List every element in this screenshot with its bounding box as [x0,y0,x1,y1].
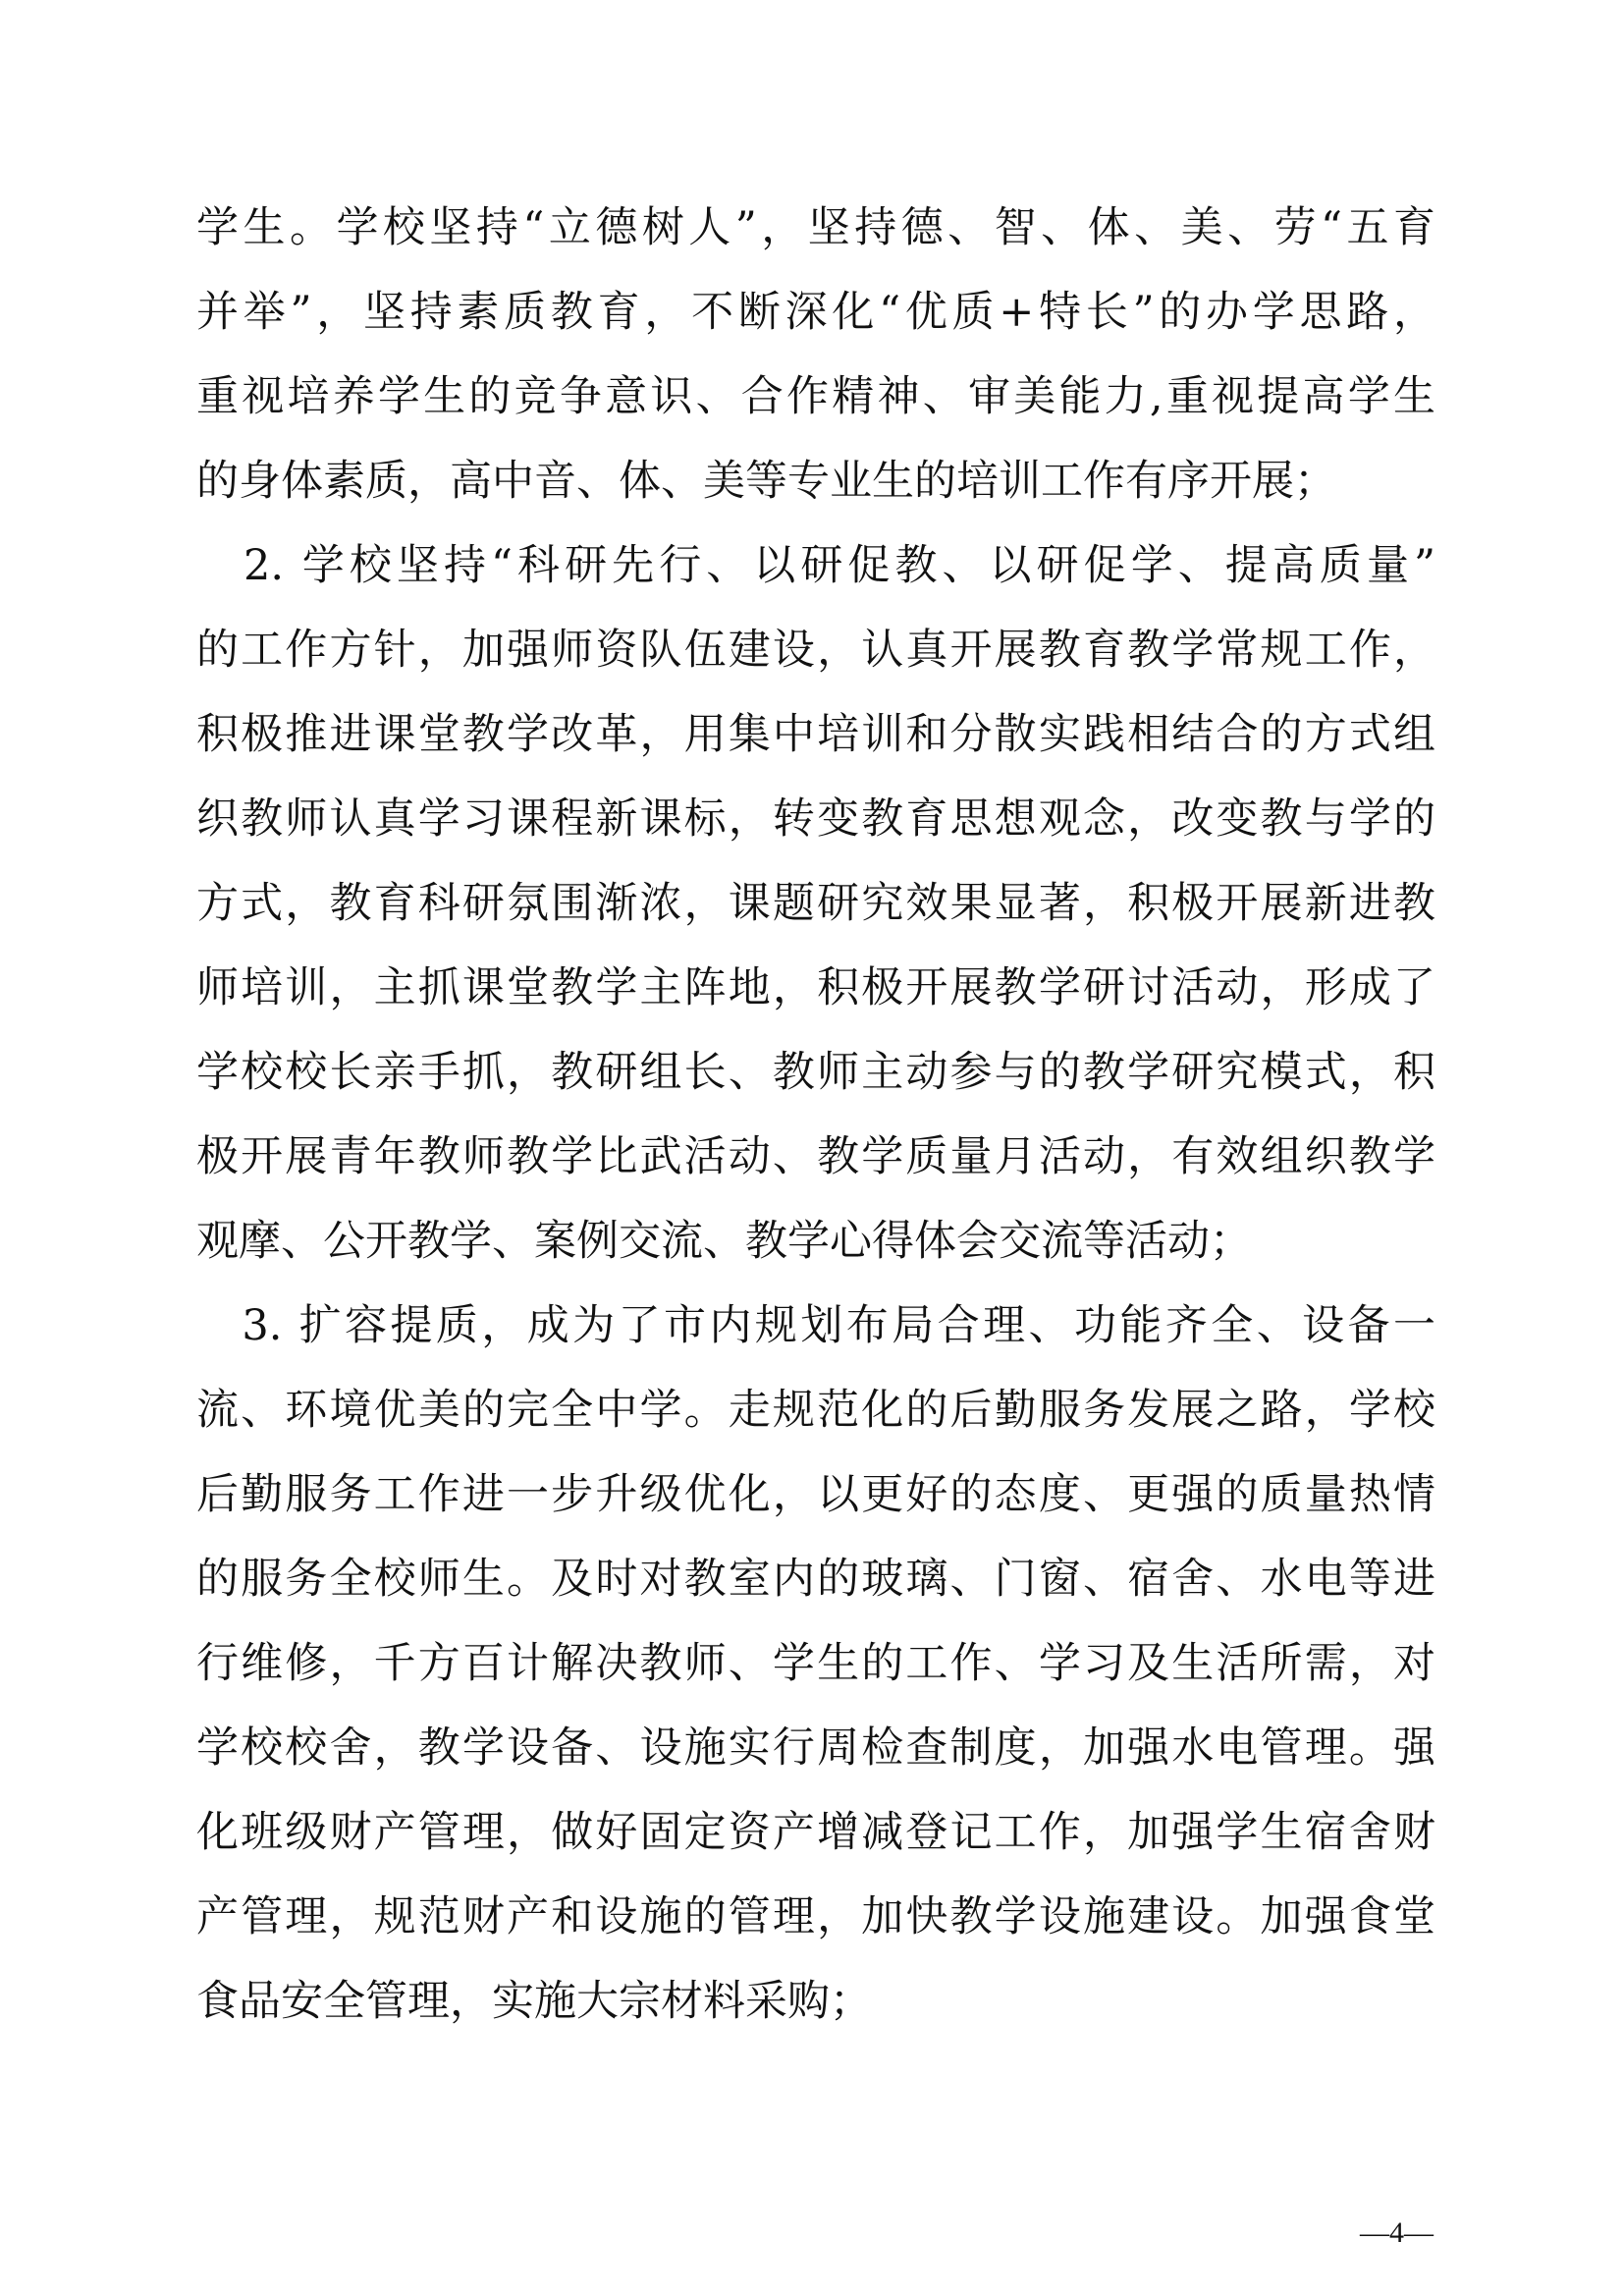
text-line: 积极推进课堂教学改革，用集中培训和分散实践相结合的方式组 [196,710,1435,759]
text-line: 流、环境优美的完全中学。走规范化的后勤服务发展之路，学校 [196,1386,1435,1435]
page-number: —4— [1360,2216,1434,2249]
text-line: 师培训，主抓课堂教学主阵地，积极开展教学研讨活动，形成了 [196,963,1435,1012]
text-line: 并举”，坚持素质教育，不断深化“优质+特长”的办学思路， [196,288,1435,337]
text-line: 食品安全管理，实施大宗材料采购； [196,1977,872,2026]
text-line: 的服务全校师生。及时对教室内的玻璃、门窗、宿舍、水电等进 [196,1555,1435,1604]
text-line: 重视培养学生的竞争意识、合作精神、审美能力,重视提高学生 [196,372,1435,421]
text-line: 行维修，千方百计解决教师、学生的工作、学习及生活所需，对 [196,1639,1435,1688]
text-line: 3. 扩容提质，成为了市内规划布局合理、功能齐全、设备一 [196,1301,1435,1350]
text-line: 织教师认真学习课程新课标，转变教育思想观念，改变教与学的 [196,794,1435,844]
text-line: 观摩、公开教学、案例交流、教学心得体会交流等活动； [196,1217,1252,1266]
text-line: 化班级财产管理，做好固定资产增减登记工作，加强学生宿舍财 [196,1808,1435,1857]
text-line: 2. 学校坚持“科研先行、以研促教、以研促学、提高质量” [196,541,1435,590]
text-line: 学校校舍，教学设备、设施实行周检查制度，加强水电管理。强 [196,1723,1435,1773]
text-line: 学生。学校坚持“立德树人”，坚持德、智、体、美、劳“五育 [196,203,1435,252]
text-line: 的工作方针，加强师资队伍建设，认真开展教育教学常规工作， [196,626,1435,675]
text-line: 的身体素质，高中音、体、美等专业生的培训工作有序开展； [196,457,1336,506]
text-line: 后勤服务工作进一步升级优化，以更好的态度、更强的质量热情 [196,1470,1435,1519]
text-line: 学校校长亲手抓，教研组长、教师主动参与的教学研究模式，积 [196,1048,1435,1097]
text-line: 产管理，规范财产和设施的管理，加快教学设施建设。加强食堂 [196,1892,1435,1941]
text-line: 方式，教育科研氛围渐浓，课题研究效果显著，积极开展新进教 [196,879,1435,928]
text-line: 极开展青年教师教学比武活动、教学质量月活动，有效组织教学 [196,1132,1435,1181]
